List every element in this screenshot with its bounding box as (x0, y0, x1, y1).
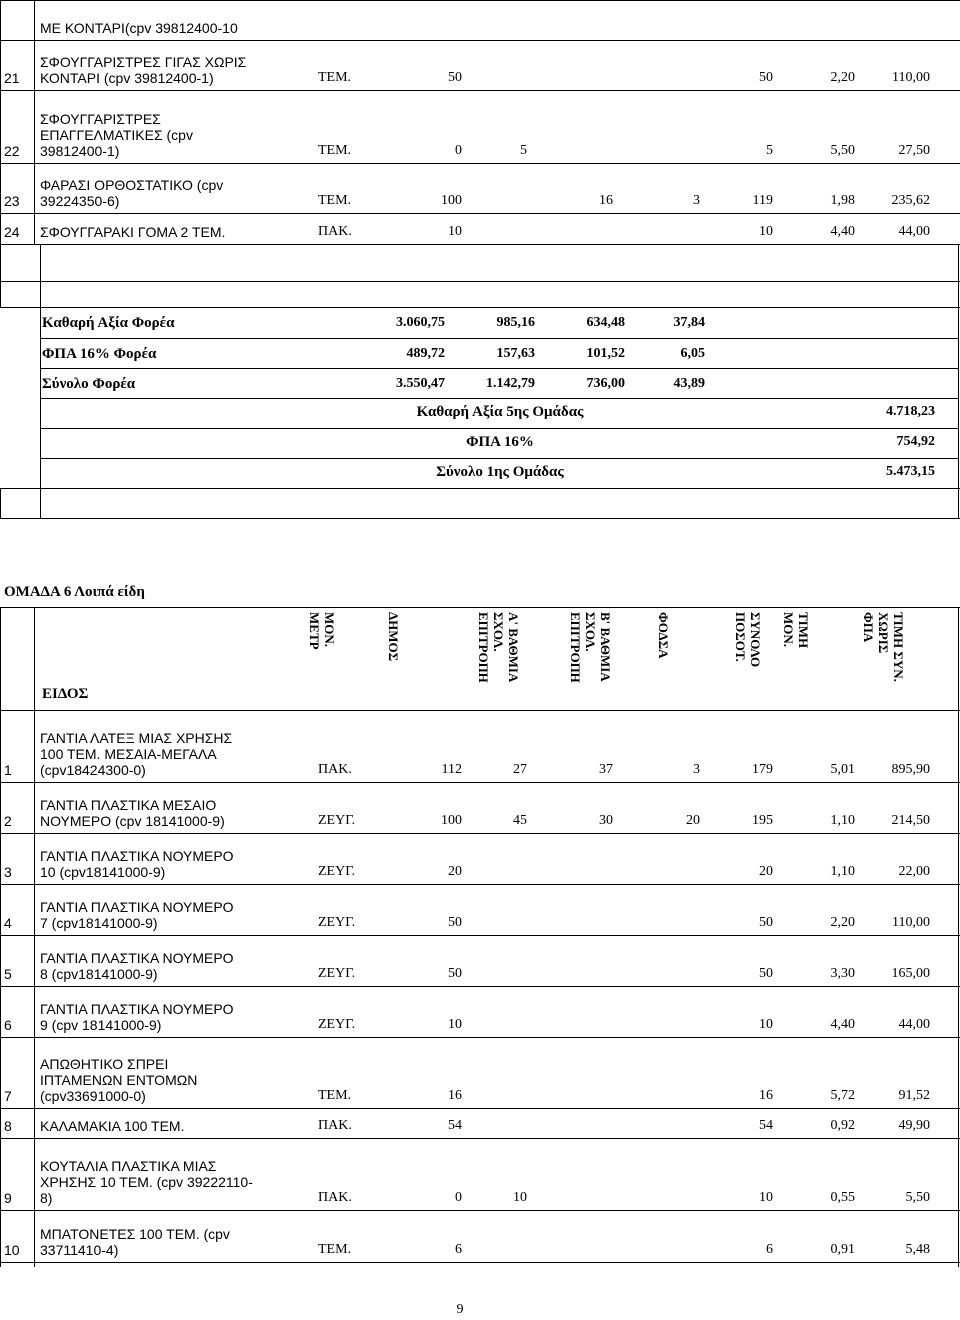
value-cell: 50 (448, 915, 462, 930)
value-cell: 16 (448, 1088, 462, 1103)
value-cell: 165,00 (891, 966, 930, 981)
h-rule (0, 607, 960, 608)
h-rule (0, 935, 960, 936)
value-cell: 6 (455, 1242, 462, 1257)
value-cell: 100 (441, 813, 462, 828)
value-cell: 100 (441, 193, 462, 208)
unit-cell: ΤΕΜ. (318, 1242, 352, 1257)
item-description: ΝΟΥΜΕΡΟ (cpv 18141000-9) (40, 813, 225, 829)
h-rule (0, 213, 960, 214)
row-number: 23 (4, 193, 20, 209)
section-title: ΟΜΑΔΑ 6 Λοιπά είδη (4, 584, 145, 600)
value-cell: 50 (759, 70, 773, 85)
h-rule (0, 307, 960, 308)
value-cell: 3 (693, 762, 700, 777)
column-header: ΣΧΟΛ. (583, 612, 598, 652)
carrier-total-value: 736,00 (586, 376, 625, 391)
value-cell: 195 (752, 813, 773, 828)
group-total-label: Καθαρή Αξία 5ης Ομάδας (416, 404, 584, 420)
row-number: 3 (4, 864, 12, 880)
column-header: ΜΟΝ. (322, 612, 337, 648)
column-header: ΦΠΑ (861, 612, 876, 643)
carrier-total-value: 157,63 (496, 346, 535, 361)
h-rule (0, 884, 960, 885)
carrier-total-value: 985,16 (496, 315, 535, 330)
carrier-total-value: 37,84 (673, 315, 705, 330)
item-description: ΚΟΝΤΑΡΙ (cpv 39812400-1) (40, 70, 214, 86)
item-description: (cpv33691000-0) (40, 1088, 146, 1104)
item-description: ΓΑΝΤΙΑ ΠΛΑΣΤΙΚΑ ΝΟΥΜΕΡΟ (40, 1001, 234, 1017)
carrier-total-label: ΦΠΑ 16% Φορέα (42, 346, 157, 362)
column-header: Α' ΒΑΘΜΙΑ (506, 612, 521, 683)
v-rule (40, 244, 41, 307)
item-description: ΓΑΝΤΙΑ ΠΛΑΣΤΙΚΑ ΜΕΣΑΙΟ (40, 797, 217, 813)
unit-cell: ΤΕΜ. (318, 193, 352, 208)
value-cell: 119 (752, 193, 773, 208)
h-rule (40, 398, 958, 399)
value-cell: 5,48 (905, 1242, 930, 1257)
value-cell: 5,72 (830, 1088, 855, 1103)
h-rule (0, 710, 960, 711)
v-rule (0, 488, 1, 518)
unit-cell: ΤΕΜ. (318, 70, 352, 85)
v-rule (958, 607, 959, 1267)
unit-cell: ΖΕΥΓ. (318, 813, 356, 828)
v-rule (0, 244, 1, 307)
value-cell: 54 (448, 1118, 462, 1133)
unit-cell: ΠΑΚ. (318, 762, 352, 777)
h-rule (0, 281, 960, 282)
h-rule (0, 1138, 960, 1139)
h-rule (0, 488, 960, 489)
item-description: 39224350-6) (40, 193, 120, 209)
value-cell: 10 (759, 224, 773, 239)
item-description: 8) (40, 1190, 53, 1206)
value-cell: 4,40 (830, 224, 855, 239)
item-description: ΚΑΛΑΜΑΚΙΑ 100 ΤΕΜ. (40, 1118, 185, 1134)
value-cell: 110,00 (892, 70, 930, 85)
row-number: 22 (4, 143, 20, 159)
value-cell: 235,62 (891, 193, 930, 208)
unit-cell: ΠΑΚ. (318, 1190, 352, 1205)
v-rule (958, 244, 959, 307)
h-rule (0, 163, 960, 164)
item-description: 10 (cpv18141000-9) (40, 864, 166, 880)
unit-cell: ΖΕΥΓ. (318, 966, 356, 981)
column-header: ΤΙΜΗ ΣΥΝ. (891, 612, 906, 682)
carrier-total-value: 6,05 (680, 346, 705, 361)
column-header: ΣΧΟΛ. (491, 612, 506, 652)
value-cell: 30 (599, 813, 613, 828)
carrier-total-value: 1.142,79 (486, 376, 535, 391)
value-cell: 0 (455, 1190, 462, 1205)
item-description: ΦΑΡΑΣΙ ΟΡΘΟΣΤΑΤΙΚΟ (cpv (40, 177, 224, 193)
value-cell: 0 (455, 143, 462, 158)
value-cell: 895,90 (891, 762, 930, 777)
h-rule (0, 1108, 960, 1109)
h-rule (0, 90, 960, 91)
value-cell: 10 (513, 1190, 527, 1205)
group-total-label: ΦΠΑ 16% (466, 434, 534, 450)
h-rule (0, 782, 960, 783)
item-description: 7 (cpv18141000-9) (40, 915, 158, 931)
v-rule (0, 607, 1, 1267)
v-rule (34, 607, 35, 1267)
h-rule (40, 428, 958, 429)
page-number: 9 (456, 1302, 464, 1317)
value-cell: 44,00 (898, 224, 930, 239)
column-header: ΣΥΝΟΛΟ (748, 612, 763, 668)
value-cell: 6 (766, 1242, 773, 1257)
value-cell: 112 (441, 762, 462, 777)
item-description: ΓΑΝΤΙΑ ΛΑΤΕΞ ΜΙΑΣ ΧΡΗΣΗΣ (40, 730, 233, 746)
unit-cell: ΖΕΥΓ. (318, 864, 356, 879)
row-number: 4 (4, 915, 12, 931)
column-header: ΔΗΜΟΣ (386, 612, 401, 662)
row-number: 9 (4, 1190, 12, 1206)
column-header: Β' ΒΑΘΜΙΑ (598, 612, 613, 682)
h-rule (0, 833, 960, 834)
row-number: 1 (4, 762, 12, 778)
h-rule (0, 0, 960, 1)
unit-cell: ΖΕΥΓ. (318, 915, 356, 930)
group-total-label: Σύνολο 1ης Ομάδας (436, 464, 564, 480)
h-rule (0, 1262, 960, 1263)
v-rule (34, 0, 35, 244)
item-description: ΣΦΟΥΓΓΑΡΙΣΤΡΕΣ ΓΙΓΑΣ ΧΩΡΙΣ (40, 54, 247, 70)
row-number: 5 (4, 966, 12, 982)
value-cell: 10 (759, 1190, 773, 1205)
h-rule (0, 244, 960, 245)
value-cell: 20 (448, 864, 462, 879)
h-rule (0, 1210, 960, 1211)
value-cell: 179 (752, 762, 773, 777)
value-cell: 50 (448, 70, 462, 85)
item-description: ΣΦΟΥΓΓΑΡΙΣΤΡΕΣ (40, 111, 161, 127)
value-cell: 45 (513, 813, 527, 828)
group-total-value: 754,92 (896, 434, 935, 449)
v-rule (40, 307, 41, 398)
unit-cell: ΠΑΚ. (318, 224, 352, 239)
value-cell: 1,10 (830, 864, 855, 879)
value-cell: 4,40 (830, 1017, 855, 1032)
item-description: ΙΠΤΑΜΕΝΩΝ ΕΝΤΟΜΩΝ (40, 1072, 198, 1088)
value-cell: 5,50 (905, 1190, 930, 1205)
unit-cell: ΖΕΥΓ. (318, 1017, 356, 1032)
item-description: ΕΠΑΓΓΕΛΜΑΤΙΚΕΣ (cpv (40, 127, 193, 143)
carrier-total-label: Καθαρή Αξία Φορέα (42, 315, 175, 331)
item-description: (cpv18424300-0) (40, 762, 146, 778)
value-cell: 2,20 (830, 70, 855, 85)
value-cell: 16 (759, 1088, 773, 1103)
h-rule (40, 338, 958, 339)
value-cell: 49,90 (898, 1118, 930, 1133)
value-cell: 5,50 (830, 143, 855, 158)
value-cell: 110,00 (892, 915, 930, 930)
h-rule (40, 368, 958, 369)
value-cell: 3,30 (830, 966, 855, 981)
item-description: ΜΠΑΤΟΝΕΤΕΣ 100 ΤΕΜ. (cpv (40, 1226, 230, 1242)
value-cell: 37 (599, 762, 613, 777)
column-header: ΕΠΙΤΡΟΠΗ (476, 612, 491, 683)
column-header: ΦΟΔΣΑ (656, 612, 671, 659)
column-header: ΕΠΙΤΡΟΠΗ (568, 612, 583, 683)
unit-cell: ΤΕΜ. (318, 1088, 352, 1103)
h-rule (0, 1037, 960, 1038)
row-number: 10 (4, 1242, 20, 1258)
row-number: 24 (4, 224, 20, 240)
value-cell: 1,98 (830, 193, 855, 208)
item-description: 33711410-4) (40, 1242, 119, 1258)
item-description: ΓΑΝΤΙΑ ΠΛΑΣΤΙΚΑ ΝΟΥΜΕΡΟ (40, 848, 234, 864)
value-cell: 16 (599, 193, 613, 208)
value-cell: 5 (520, 143, 527, 158)
value-cell: 20 (686, 813, 700, 828)
item-description: ΚΟΥΤΑΛΙΑ ΠΛΑΣΤΙΚΑ ΜΙΑΣ (40, 1158, 217, 1174)
carrier-total-value: 3.550,47 (396, 376, 445, 391)
group-total-value: 5.473,15 (886, 464, 935, 479)
v-rule (958, 307, 959, 398)
column-header: ΜΟΝ. (781, 612, 796, 648)
item-description: ΓΑΝΤΙΑ ΠΛΑΣΤΙΚΑ ΝΟΥΜΕΡΟ (40, 899, 234, 915)
row-number: 7 (4, 1088, 12, 1104)
column-header: ΜΕΤΡ (307, 612, 322, 650)
column-header: ΠΟΣΟΤ. (733, 612, 748, 662)
value-cell: 10 (448, 1017, 462, 1032)
row-number: 6 (4, 1017, 12, 1033)
value-cell: 5 (766, 143, 773, 158)
item-description: ΧΡΗΣΗΣ 10 ΤΕΜ. (cpv 39222110- (40, 1174, 253, 1190)
value-cell: 0,92 (830, 1118, 855, 1133)
value-cell: 27,50 (898, 143, 930, 158)
value-cell: 10 (448, 224, 462, 239)
item-description: 9 (cpv 18141000-9) (40, 1017, 162, 1033)
value-cell: 214,50 (891, 813, 930, 828)
item-description: ΑΠΩΘΗΤΙΚΟ ΣΠΡΕΙ (40, 1056, 169, 1072)
value-cell: 50 (759, 966, 773, 981)
item-description: 39812400-1) (40, 143, 120, 159)
h-rule (0, 986, 960, 987)
item-description: ΓΑΝΤΙΑ ΠΛΑΣΤΙΚΑ ΝΟΥΜΕΡΟ (40, 950, 234, 966)
h-rule (40, 458, 958, 459)
value-cell: 91,52 (898, 1088, 930, 1103)
value-cell: 20 (759, 864, 773, 879)
v-rule (40, 398, 41, 518)
carrier-total-value: 3.060,75 (396, 315, 445, 330)
h-rule (0, 40, 960, 41)
row-number: 8 (4, 1118, 12, 1134)
item-description: ΣΦΟΥΓΓΑΡΑΚΙ ΓΟΜΑ 2 ΤΕΜ. (40, 224, 226, 240)
value-cell: 0,91 (830, 1242, 855, 1257)
row-number: 21 (4, 70, 20, 86)
value-cell: 22,00 (898, 864, 930, 879)
value-cell: 1,10 (830, 813, 855, 828)
value-cell: 0,55 (830, 1190, 855, 1205)
group-total-value: 4.718,23 (886, 404, 935, 419)
v-rule (958, 398, 959, 518)
value-cell: 27 (513, 762, 527, 777)
item-description: 8 (cpv18141000-9) (40, 966, 158, 982)
value-cell: 54 (759, 1118, 773, 1133)
item-description: ΜΕ ΚΟΝΤΑΡΙ(cpv 39812400-10 (40, 20, 238, 36)
carrier-total-label: Σύνολο Φορέα (42, 376, 136, 392)
value-cell: 50 (448, 966, 462, 981)
carrier-total-value: 489,72 (406, 346, 445, 361)
carrier-total-value: 43,89 (673, 376, 705, 391)
carrier-total-value: 634,48 (586, 315, 625, 330)
column-header: ΤΙΜΗ (796, 612, 811, 649)
value-cell: 44,00 (898, 1017, 930, 1032)
v-rule (0, 0, 1, 244)
carrier-total-value: 101,52 (586, 346, 625, 361)
column-header: ΧΩΡΙΣ (876, 612, 891, 654)
item-description: 100 ΤΕΜ. ΜΕΣΑΙΑ-ΜΕΓΑΛΑ (40, 746, 217, 762)
value-cell: 2,20 (830, 915, 855, 930)
value-cell: 50 (759, 915, 773, 930)
unit-cell: ΠΑΚ. (318, 1118, 352, 1133)
unit-cell: ΤΕΜ. (318, 143, 352, 158)
value-cell: 5,01 (830, 762, 855, 777)
header-item: ΕΙΔΟΣ (42, 686, 89, 702)
value-cell: 10 (759, 1017, 773, 1032)
row-number: 2 (4, 813, 12, 829)
h-rule (0, 518, 960, 519)
value-cell: 3 (693, 193, 700, 208)
